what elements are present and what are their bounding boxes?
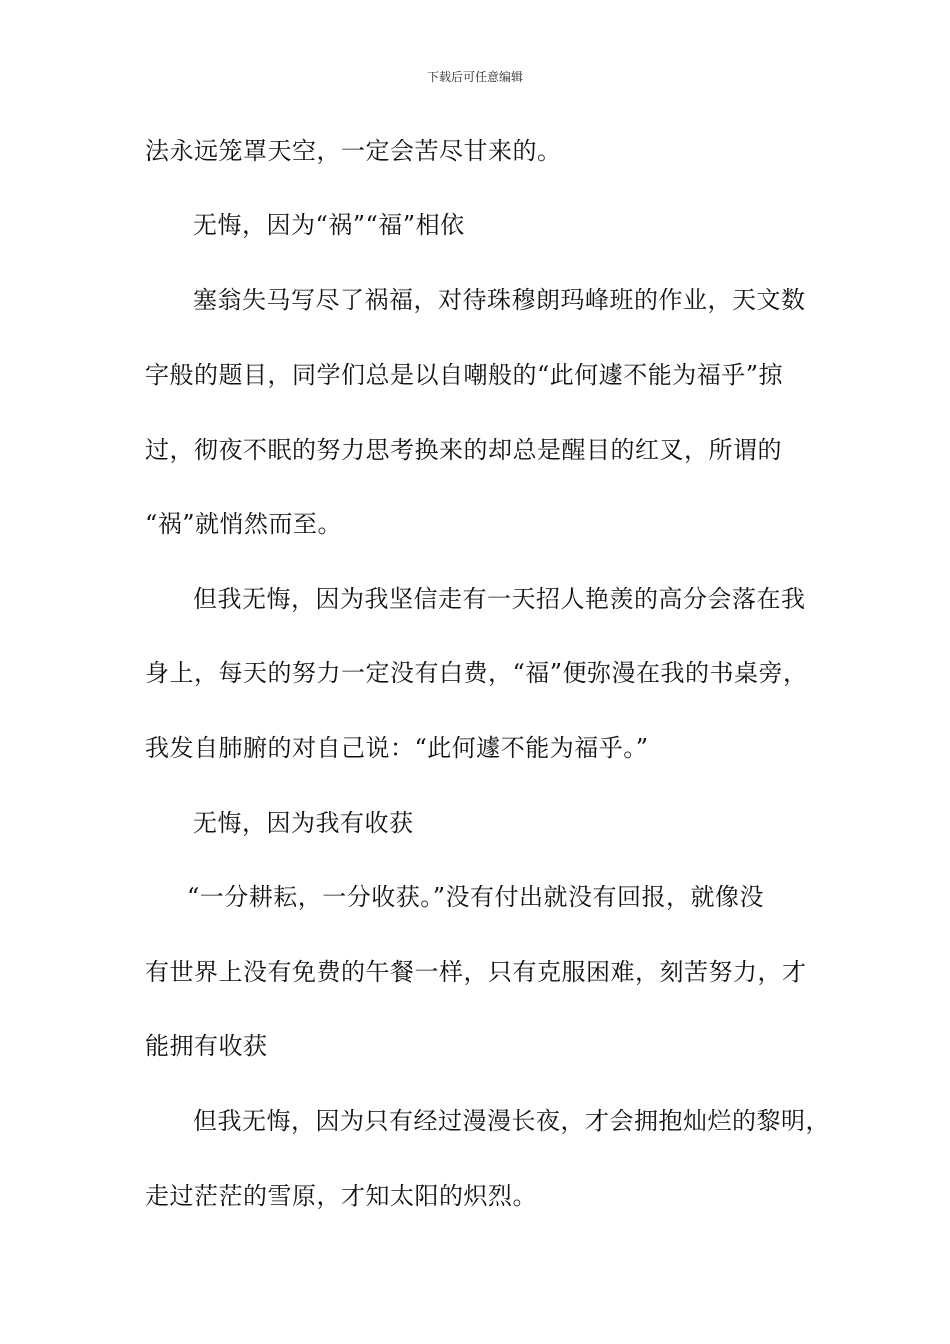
text-line: 塞翁失马写尽了祸福，对待珠穆朗玛峰班的作业，天文数 xyxy=(193,286,806,314)
text-line: 但我无悔，因为我坚信走有一天招人艳羡的高分会落在我 xyxy=(193,585,806,613)
text-line: 字般的题目，同学们总是以自嘲般的“此何遽不能为福乎”掠 xyxy=(145,361,784,389)
text-line: 我发自肺腑的对自己说：“此何遽不能为福乎。” xyxy=(145,734,649,762)
text-line: 身上，每天的努力一定没有白费，“福”便弥漫在我的书桌旁， xyxy=(145,659,808,687)
text-line: 但我无悔，因为只有经过漫漫长夜，才会拥抱灿烂的黎明， xyxy=(193,1107,830,1135)
text-line: 过，彻夜不眠的努力思考换来的却总是醒目的红叉，所谓的 xyxy=(145,436,782,464)
page-header: 下载后可任意编辑 xyxy=(426,70,523,84)
text-line: 能拥有收获 xyxy=(145,1032,268,1060)
text-line: 有世界上没有免费的午餐一样，只有克服困难，刻苦努力，才 xyxy=(145,958,807,986)
text-line: “祸”就悄然而至。 xyxy=(145,510,343,538)
text-line: 走过茫茫的雪原，才知太阳的炽烈。 xyxy=(145,1182,537,1210)
text-line: “一分耕耘，一分收获。”没有付出就没有回报，就像没 xyxy=(187,883,765,911)
section-heading: 无悔，因为我有收获 xyxy=(193,809,414,837)
text-line: 法永远笼罩天空，一定会苦尽甘来的。 xyxy=(145,137,562,165)
section-heading: 无悔，因为“祸”“福”相依 xyxy=(193,211,465,239)
